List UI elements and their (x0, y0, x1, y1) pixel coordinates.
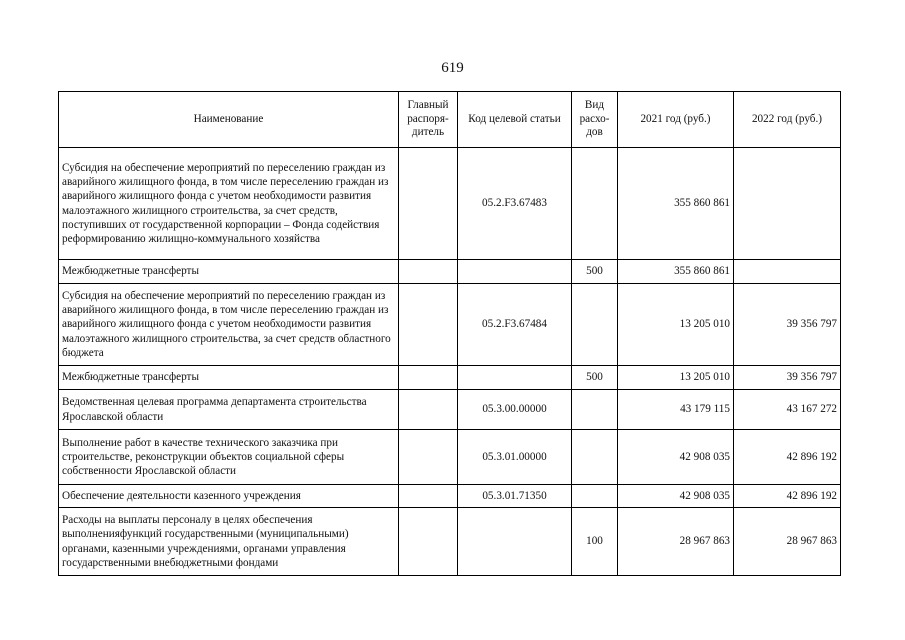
header-manager: Главный распоря-дитель (399, 92, 458, 148)
cell-type: 500 (572, 260, 618, 284)
header-year-2021: 2021 год (руб.) (618, 92, 734, 148)
cell-type (572, 284, 618, 366)
cell-2021: 355 860 861 (618, 260, 734, 284)
cell-2022 (734, 148, 841, 260)
cell-name: Межбюджетные трансферты (59, 366, 399, 390)
cell-name: Межбюджетные трансферты (59, 260, 399, 284)
table-row (59, 366, 841, 390)
header-year-2022: 2022 год (руб.) (734, 92, 841, 148)
cell-2022: 42 896 192 (734, 430, 841, 485)
cell-2022: 43 167 272 (734, 390, 841, 430)
cell-2022: 39 356 797 (734, 284, 841, 366)
cell-2021: 28 967 863 (618, 508, 734, 576)
page-number: 619 (441, 60, 464, 76)
cell-code (458, 366, 572, 390)
cell-manager (399, 260, 458, 284)
table-row (59, 284, 841, 366)
cell-code (458, 260, 572, 284)
cell-code: 05.2.F3.67483 (458, 148, 572, 260)
cell-2021: 13 205 010 (618, 284, 734, 366)
table-row (59, 260, 841, 284)
cell-2021: 42 908 035 (618, 430, 734, 485)
cell-manager (399, 430, 458, 485)
header-expense-type: Вид расхо-дов (572, 92, 618, 148)
cell-manager (399, 284, 458, 366)
table-row (59, 430, 841, 485)
cell-type (572, 485, 618, 508)
cell-name: Выполнение работ в качестве технического заказчика при строительстве, реконструкции объектов социальной сферы собственности Ярославской области (59, 430, 399, 485)
cell-2021: 13 205 010 (618, 366, 734, 390)
cell-name: Субсидия на обеспечение мероприятий по переселению граждан из аварийного жилищного фонда, в том числе переселению граждан из аварийного жилищного фонда с учетом необходимости развития малоэтажного жилищного строительства, за счет средств, поступивших от государственной корпорации – Фонда содействия реформированию жилищно-коммунального хозяйства (59, 148, 399, 260)
cell-code: 05.3.01.00000 (458, 430, 572, 485)
table-row (59, 390, 841, 430)
cell-type (572, 390, 618, 430)
cell-name: Расходы на выплаты персоналу в целях обеспечения выполненияфункций государственными (муниципальными) органами, казенными учреждениями, органами управления государственными внебюджетными фондами (59, 508, 399, 576)
table-row (59, 508, 841, 576)
cell-2022 (734, 260, 841, 284)
cell-code: 05.3.00.00000 (458, 390, 572, 430)
header-name: Наименование (59, 92, 399, 148)
cell-code: 05.2.F3.67484 (458, 284, 572, 366)
cell-manager (399, 390, 458, 430)
table-header-row (59, 92, 841, 148)
table-row (59, 485, 841, 508)
cell-code: 05.3.01.71350 (458, 485, 572, 508)
cell-name: Ведомственная целевая программа департамента строительства Ярославской области (59, 390, 399, 430)
cell-code (458, 508, 572, 576)
cell-type (572, 148, 618, 260)
budget-table (58, 91, 841, 576)
cell-manager (399, 366, 458, 390)
cell-2022: 42 896 192 (734, 485, 841, 508)
cell-2022: 28 967 863 (734, 508, 841, 576)
cell-2021: 355 860 861 (618, 148, 734, 260)
cell-type: 100 (572, 508, 618, 576)
table-row (59, 148, 841, 260)
cell-2021: 43 179 115 (618, 390, 734, 430)
cell-name: Субсидия на обеспечение мероприятий по переселению граждан из аварийного жилищного фонда, в том числе переселению граждан из аварийного жилищного фонда с учетом необходимости развития малоэтажного жилищного строительства, за счет средств областного бюджета (59, 284, 399, 366)
cell-2021: 42 908 035 (618, 485, 734, 508)
cell-2022: 39 356 797 (734, 366, 841, 390)
cell-manager (399, 148, 458, 260)
header-target-code: Код целевой статьи (458, 92, 572, 148)
cell-manager (399, 508, 458, 576)
cell-type (572, 430, 618, 485)
cell-name: Обеспечение деятельности казенного учреждения (59, 485, 399, 508)
cell-type: 500 (572, 366, 618, 390)
cell-manager (399, 485, 458, 508)
